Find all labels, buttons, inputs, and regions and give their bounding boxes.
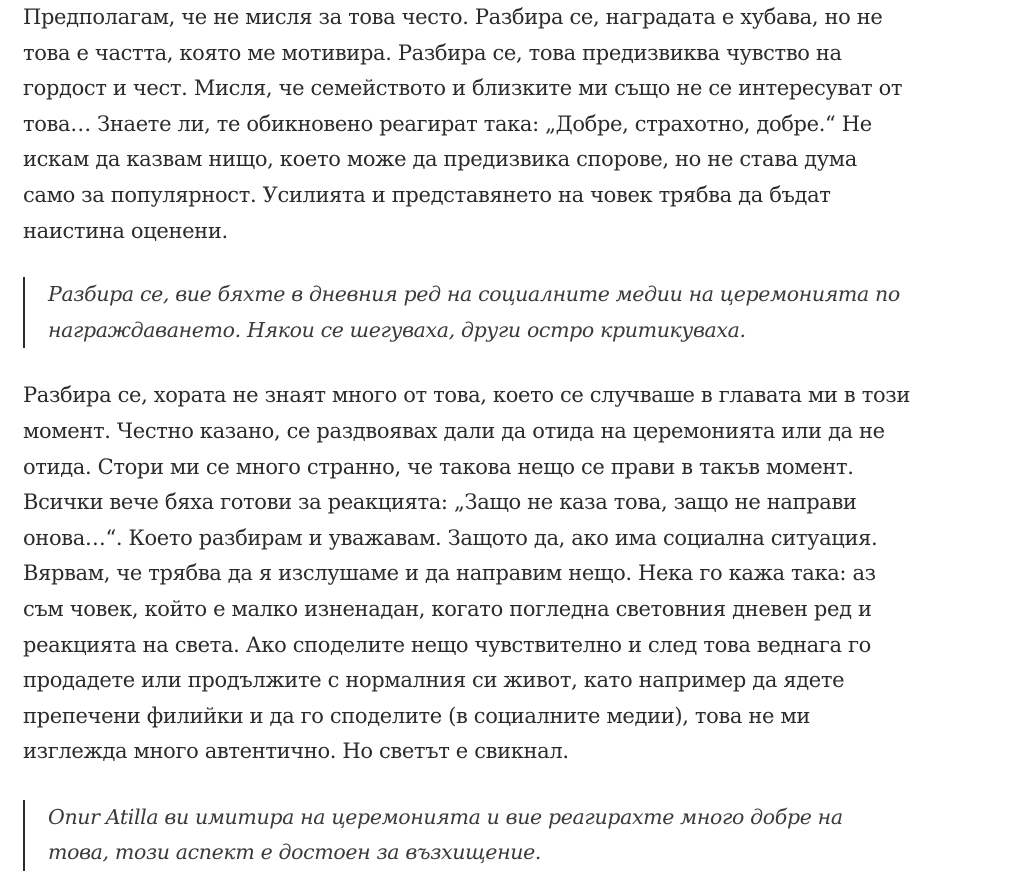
paragraph-line: гордост и чест. Мисля, че семейството и близките ми също не се интересуват от [23,76,903,101]
paragraph-line: Разбира се, хората не знаят много от това, което се случваше в главата ми в този [23,383,911,408]
paragraph-line: онова…“. Което разбирам и уважавам. Защото да, ако има социална ситуация. [23,525,878,550]
paragraph-line: искам да казвам нищо, което може да предизвика спорове, но не става дума [23,147,857,172]
article-paragraph [23,0,923,249]
question-line: Onur Atilla ви имитира на церемонията и вие реагирахте много добре на [48,804,843,829]
paragraph-line: това е частта, която ме мотивира. Разбира се, това предизвиква чувство на [23,40,842,65]
paragraph-line: продадете или продължите с нормалния си живот, като например да ядете [23,668,845,693]
paragraph-line: отида. Стори ми се много странно, че такова нещо се прави в такъв момент. [23,454,854,479]
paragraph-line: Предполагам, че не мисля за това често. Разбира се, наградата е хубава, но не [23,5,883,29]
paragraph-line: съм човек, който е малко изненадан, когато погледна световния дневен ред и [23,596,872,621]
paragraph-line: само за популярност. Усилията и представянето на човек трябва да бъдат [23,182,831,207]
paragraph-line: реакцията на света. Ако споделите нещо чувствително и след това веднага го [23,632,871,657]
interview-question [23,800,928,871]
paragraph-line: изглежда много автентично. Но светът е свикнал. [23,739,569,764]
paragraph-line: препечени филийки и да го споделите (в социалните медии), това не ми [23,703,811,728]
question-line: награждаването. Някои се шегуваха, други остро критикуваха. [48,317,746,342]
question-line: това, този аспект е достоен за възхищение. [48,840,542,865]
paragraph-line: наистина оценени. [23,218,228,243]
article-paragraph [23,378,923,770]
interview-question [23,277,928,348]
paragraph-line: момент. Честно казано, се раздвоявах дали да отида на церемонията или да не [23,418,885,443]
question-line: Разбира се, вие бяхте в дневния ред на социалните медии на церемонията по [48,282,900,307]
paragraph-line: Всички вече бяха готови за реакцията: „Защо не каза това, защо не направи [23,490,857,515]
paragraph-line: Вярвам, че трябва да я изслушаме и да направим нещо. Нека го кажа така: аз [23,561,876,586]
paragraph-line: това… Знаете ли, те обикновено реагират така: „Добре, страхотно, добре.“ Не [23,111,872,136]
